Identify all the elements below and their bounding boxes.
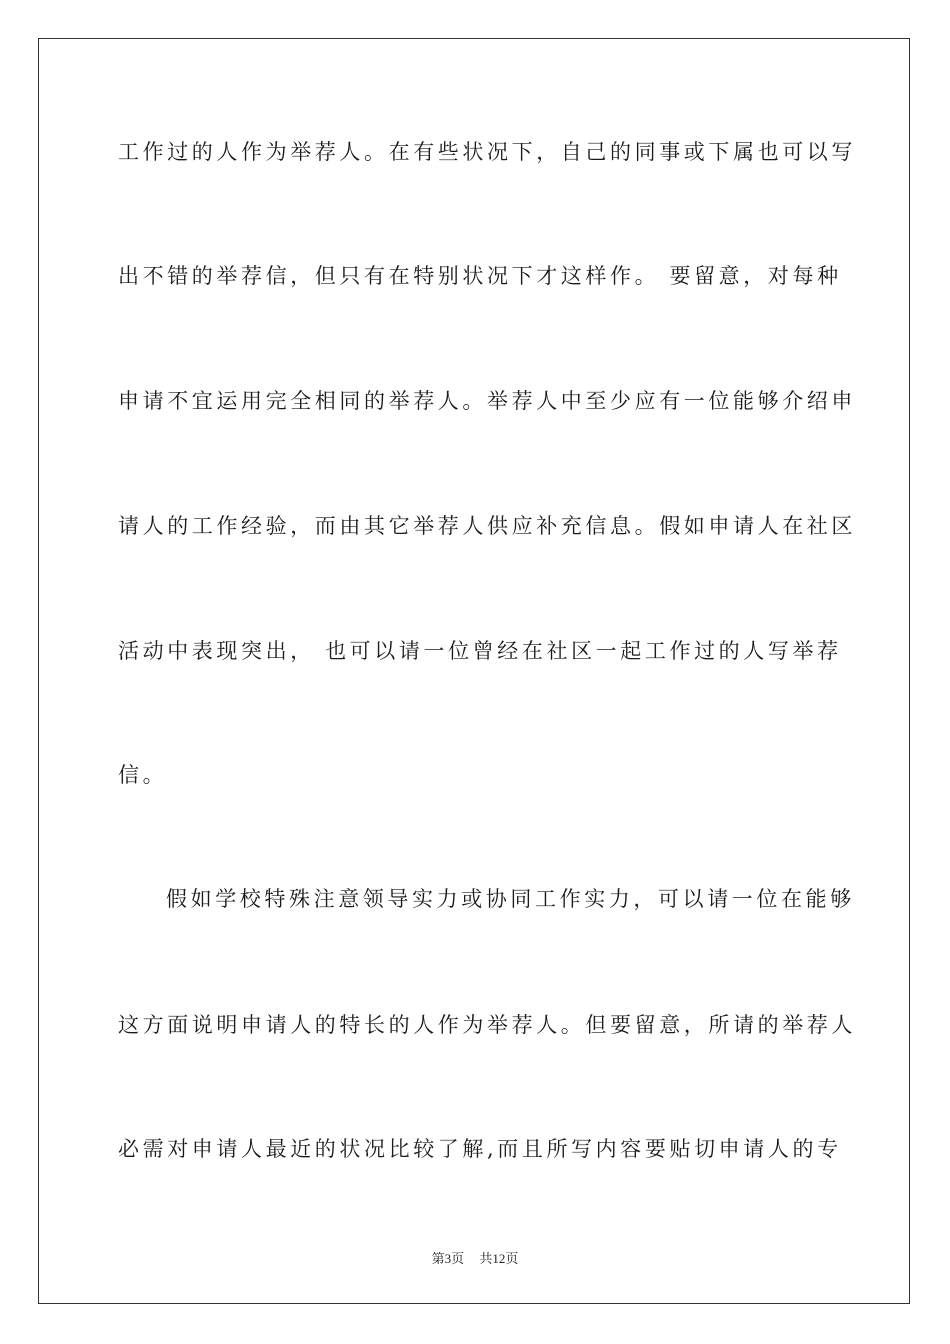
body-text-line: 信。 — [118, 763, 168, 787]
body-text-line: 必需对申请人最近的状况比较了解,而且所写内容要贴切申请人的专 — [118, 1137, 842, 1161]
paragraph-first-line: 假如学校特殊注意领导实力或协同工作实力，可以请一位在能够 — [166, 887, 855, 911]
page-number: 第3页 — [431, 1251, 465, 1266]
page-border — [38, 38, 910, 1304]
body-text-line: 申请不宜运用完全相同的举荐人。举荐人中至少应有一位能够介绍申 — [118, 389, 856, 413]
page-total: 共12页 — [479, 1251, 519, 1266]
body-text-line: 工作过的人作为举荐人。在有些状况下，自己的同事或下属也可以写 — [118, 140, 856, 164]
body-text-line: 这方面说明申请人的特长的人作为举荐人。但要留意，所请的举荐人 — [118, 1013, 856, 1037]
body-text-line: 出不错的举荐信，但只有在特别状况下才这样作。 要留意，对每种 — [118, 264, 842, 288]
page-footer — [0, 1248, 950, 1267]
body-text-line: 活动中表现突出， 也可以请一位曾经在社区一起工作过的人写举荐 — [118, 639, 842, 663]
body-text-line: 请人的工作经验，而由其它举荐人供应补充信息。假如申请人在社区 — [118, 514, 856, 538]
